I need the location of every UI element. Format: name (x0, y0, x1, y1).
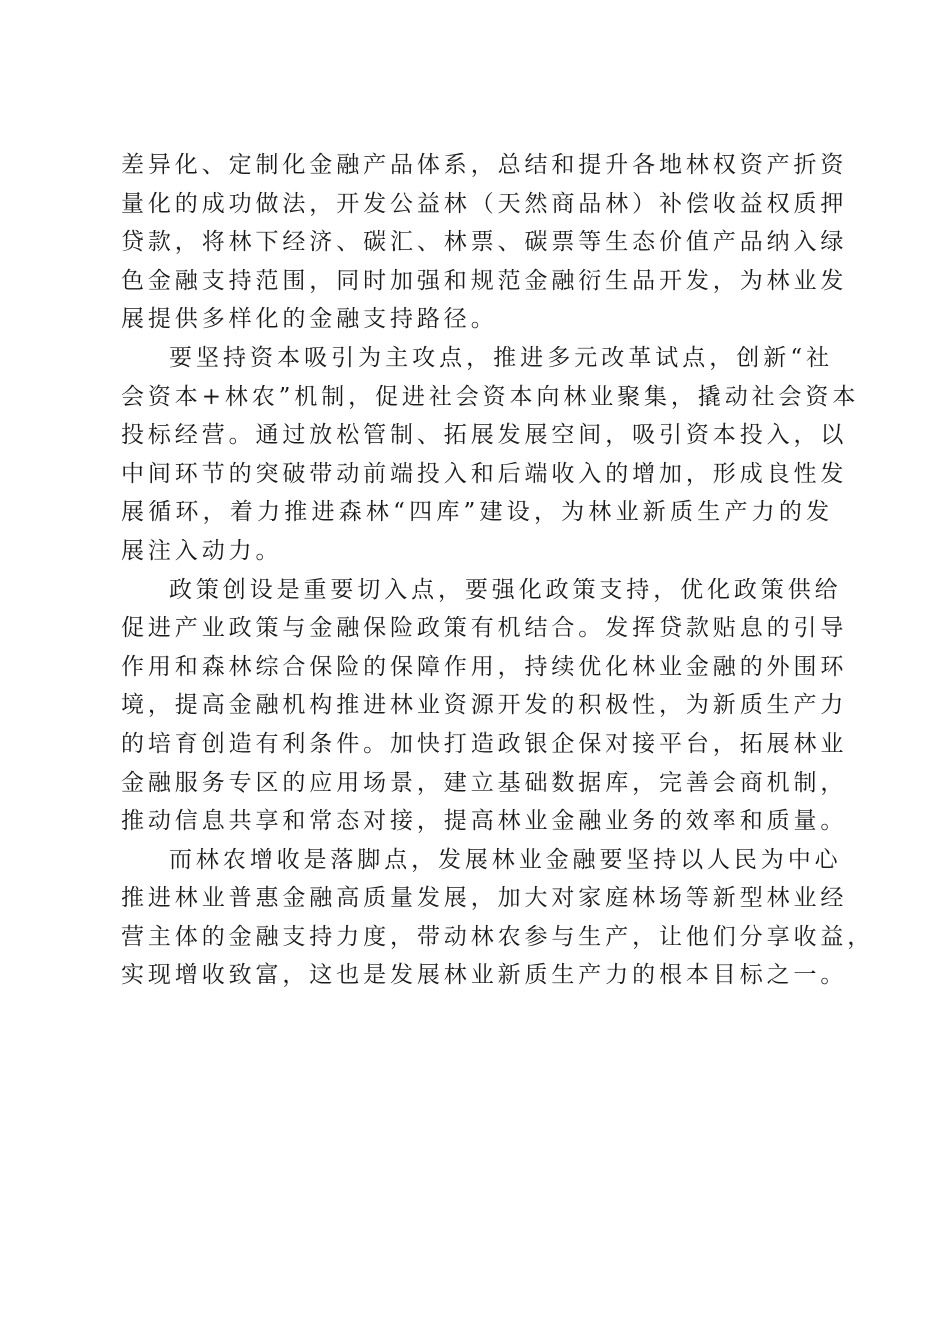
paragraph-line: 投标经营。通过放松管制、拓展发展空间，吸引资本投入，以 (121, 422, 848, 449)
paragraph-line: 金融服务专区的应用场景，建立基础数据库，完善会商机制， (121, 769, 848, 796)
paragraph-line: 差异化、定制化金融产品体系，总结和提升各地林权资产折资 (121, 152, 848, 178)
paragraph-line: 要坚持资本吸引为主攻点，推进多元改革试点，创新“社 (169, 344, 833, 371)
paragraph-line: 量化的成功做法，开发公益林（天然商品林）补偿收益权质押 (121, 190, 848, 217)
paragraph-line: 推动信息共享和常态对接，提高林业金融业务的效率和质量。 (121, 808, 848, 835)
paragraph-line: 营主体的金融支持力度，带动林农参与生产，让他们分享收益， (121, 923, 875, 950)
paragraph-line: 实现增收致富，这也是发展林业新质生产力的根本目标之一。 (121, 962, 848, 989)
paragraph-line: 的培育创造有利条件。加快打造政银企保对接平台，拓展林业 (121, 730, 848, 757)
paragraph-line: 促进产业政策与金融保险政策有机结合。发挥贷款贴息的引导 (121, 615, 848, 642)
paragraph-line: 作用和森林综合保险的保障作用，持续优化林业金融的外围环 (121, 653, 848, 680)
paragraph-1 (121, 146, 848, 339)
paragraph-line: 而林农增收是落脚点，发展林业金融要坚持以人民为中心 (169, 846, 842, 873)
paragraph-line: 色金融支持范围，同时加强和规范金融衍生品开发，为林业发 (121, 267, 848, 294)
paragraph-line: 中间环节的突破带动前端投入和后端收入的增加，形成良性发 (121, 460, 848, 487)
body-text (121, 146, 875, 995)
paragraph-line: 推进林业普惠金融高质量发展，加大对家庭林场等新型林业经 (121, 885, 848, 912)
paragraph-3 (121, 571, 848, 841)
paragraph-line: 展注入动力。 (121, 537, 283, 564)
paragraph-line: 境，提高金融机构推进林业资源开发的积极性，为新质生产力 (121, 692, 848, 719)
paragraph-line: 展循环，着力推进森林“四库”建设，为林业新质生产力的发 (121, 499, 833, 526)
paragraph-line: 政策创设是重要切入点，要强化政策支持，优化政策供给 (169, 576, 842, 603)
paragraph-line: 会资本+林农”机制，促进社会资本向林业聚集，撬动社会资本 (121, 383, 860, 410)
paragraph-4 (121, 841, 875, 995)
paragraph-line: 贷款，将林下经济、碳汇、林票、碳票等生态价值产品纳入绿 (121, 229, 848, 256)
paragraph-2 (121, 339, 860, 571)
paragraph-line: 展提供多样化的金融支持路径。 (121, 306, 498, 333)
